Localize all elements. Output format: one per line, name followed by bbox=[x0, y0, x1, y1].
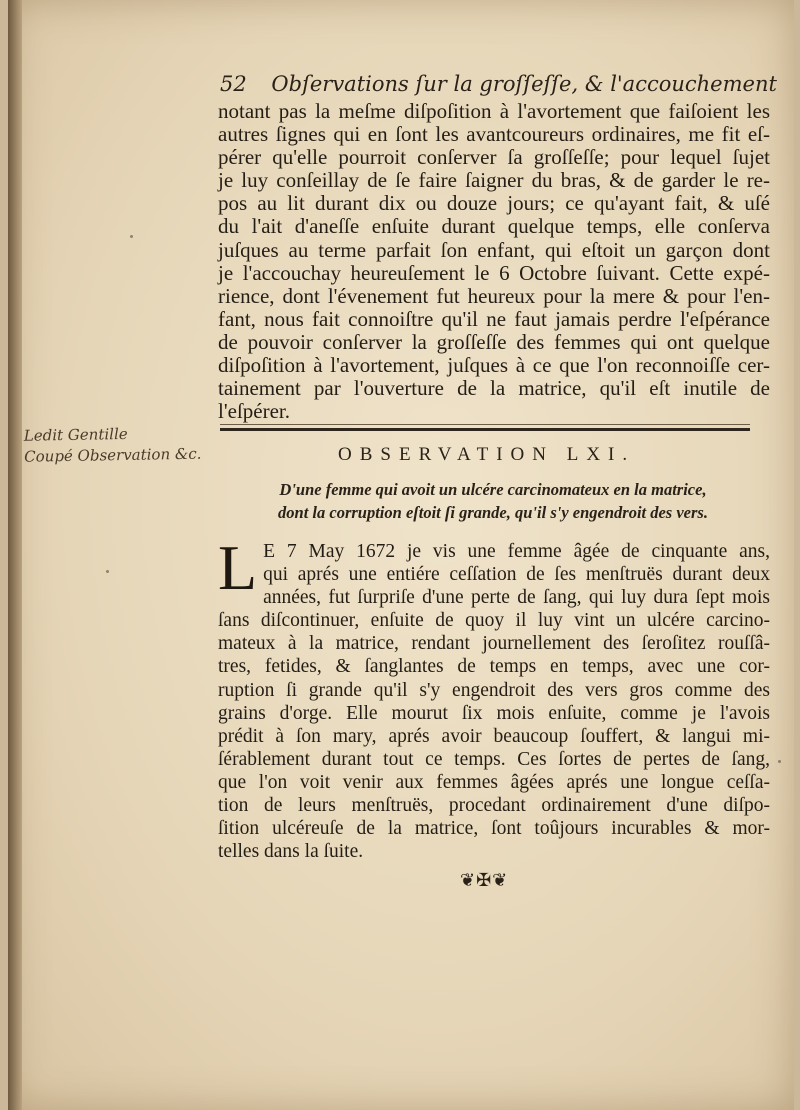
observation-title: OBSERVATION LXI. bbox=[338, 444, 636, 465]
margin-note-line: Coupé Observation &c. bbox=[24, 444, 202, 466]
text-line: rience, dont l'évenement fut heureux pour la mere & pour l'en- bbox=[218, 283, 770, 308]
subtitle-line: dont la corruption eſtoit ſi grande, qu'il s'y engendroit des vers. bbox=[278, 503, 708, 522]
printer-ornament: ❦✠❦ bbox=[460, 870, 509, 891]
text-line: mateux à la matrice, rendant journellement des ſeroſitez rouſſâ- bbox=[218, 633, 770, 655]
text-line: fant, nous fait connoiſtre qu'il ne faut jamais perdre l'eſpérance bbox=[218, 306, 770, 331]
running-title: Obſervations ſur la groſſeſſe, & l'accouchement bbox=[271, 72, 777, 96]
book-page bbox=[8, 0, 794, 1110]
observation-subtitle bbox=[218, 478, 768, 524]
observation-paragraph bbox=[218, 532, 770, 863]
margin-note-line: Ledit Gentille bbox=[23, 424, 128, 445]
text-line: de pouvoir conſerver la groſſeſſe des femmes qui ont quelque bbox=[218, 329, 770, 354]
text-line: l'eſpérer. bbox=[218, 399, 290, 424]
drop-cap: L bbox=[218, 532, 258, 603]
text-line: pos au lit durant dix ou douze jours; ce qu'ayant fait, & uſé bbox=[218, 191, 770, 216]
ink-speck bbox=[778, 760, 781, 763]
handwritten-margin-note bbox=[24, 422, 225, 467]
text-line: telles dans la ſuite. bbox=[218, 841, 364, 863]
text-line: autres ſignes qui en ſont les avantcoureurs ordinaires, me fit eſ- bbox=[218, 122, 770, 147]
text-line: prédit à ſon mary, aprés avoir beaucoup ſouffert, & langui mi- bbox=[218, 725, 770, 747]
text-line: ſérablement durant tout ce temps. Ces ſortes de pertes de ſang, bbox=[218, 748, 770, 770]
ink-speck bbox=[106, 570, 109, 573]
text-line: je l'accouchay heureuſement le 6 Octobre ſuivant. Cette expé- bbox=[218, 260, 770, 285]
text-line: tainement par l'ouverture de la matrice, qu'il eſt inutile de bbox=[218, 376, 770, 401]
text-line: diſpoſition à l'avortement, juſques à ce que l'on reconnoiſſe cer- bbox=[218, 353, 770, 378]
text-line: ſition ulcéreuſe de la matrice, ſont toûjours incurables & mor- bbox=[218, 818, 770, 840]
text-line: notant pas la meſme diſpoſition à l'avortement que faiſoient les bbox=[218, 99, 770, 123]
text-line: je luy conſeillay de ſe faire ſaigner du bras, & de garder le re- bbox=[218, 168, 770, 193]
ink-speck bbox=[130, 235, 133, 238]
text-line: grains d'orge. Elle mourut ſix mois enſuite, comme je l'avois bbox=[218, 702, 770, 724]
page-number: 52 bbox=[220, 72, 247, 96]
running-header bbox=[220, 72, 777, 96]
text-line: ruption ſi grande qu'il s'y engendroit des vers gros comme des bbox=[218, 679, 770, 701]
text-line: tres, fetides, & ſanglantes de temps en temps, avec une cor- bbox=[218, 656, 770, 678]
book-gutter bbox=[8, 0, 22, 1110]
text-line: E 7 May 1672 je vis une femme âgée de cinquante ans, bbox=[263, 541, 770, 562]
text-line: ſans diſcontinuer, enſuite de quoy il luy vint un ulcére carcino- bbox=[218, 610, 770, 632]
paragraph-continued bbox=[218, 100, 770, 423]
text-line: que l'on voit venir aux femmes âgées aprés une longue ceſſa- bbox=[218, 771, 770, 793]
text-line: du l'ait d'aneſſe enſuite durant quelque temps, elle conſerva bbox=[218, 214, 770, 239]
section-divider-thin bbox=[220, 424, 750, 425]
text-line: tion de leurs menſtruës, procedant ordinairement d'une diſpo- bbox=[218, 795, 770, 817]
subtitle-line: D'une femme qui avoit un ulcére carcinomateux en la matrice, bbox=[279, 480, 707, 499]
text-line: années, fut ſurpriſe d'une perte de ſang, qui luy dura ſept mois bbox=[263, 587, 770, 609]
text-line: qui aprés une entiére ceſſation de ſes menſtruës durant deux bbox=[263, 564, 770, 586]
text-line: juſques au terme parfait ſon enfant, qui eſtoit un garçon dont bbox=[218, 237, 770, 262]
text-line: pérer qu'elle pourroit conſerver ſa groſſeſſe; pour lequel ſujet bbox=[218, 145, 770, 170]
section-divider bbox=[220, 428, 750, 431]
